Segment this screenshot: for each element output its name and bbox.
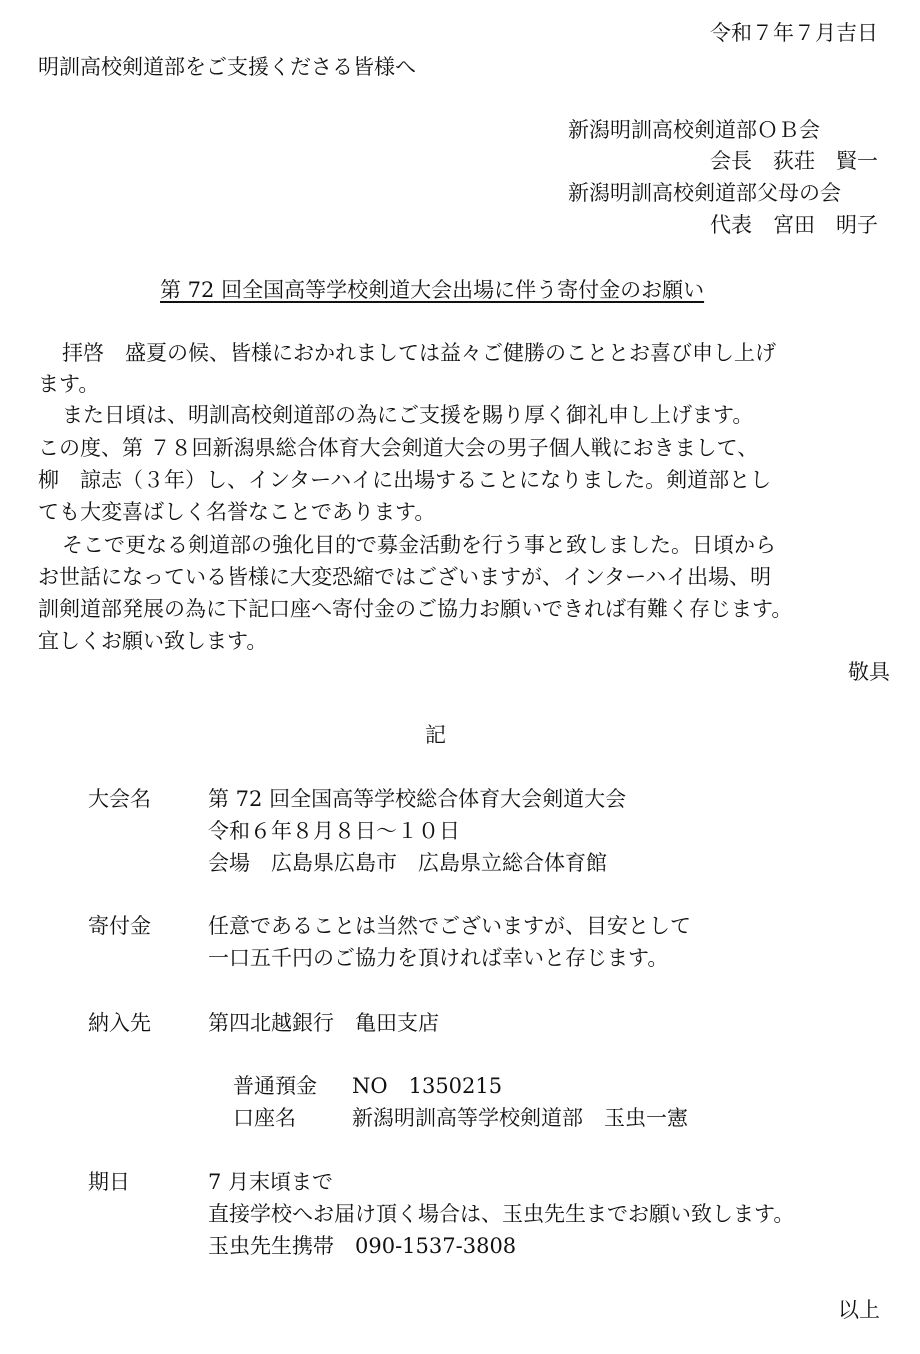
ki-heading: 記: [425, 723, 446, 747]
detail-line: 玉虫先生携帯 090-1537-3808: [208, 1234, 517, 1258]
body-line: また日頃は、明訓高校剣道部の為にご支援を賜り厚く御礼申し上げます。: [62, 403, 754, 427]
account-type: 普通預金: [233, 1074, 317, 1098]
detail-line: 第 72 回全国高等学校総合体育大会剣道大会: [208, 787, 627, 811]
detail-line: 令和６年８月８日～１０日: [208, 819, 460, 843]
body-line: 拝啓 盛夏の候、皆様におかれましては益々ご健勝のこととお喜び申し上げ: [62, 341, 776, 365]
detail-line: 直接学校へお届け頂く場合は、玉虫先生までお願い致します。: [208, 1202, 795, 1226]
date: 令和７年７月吉日: [710, 21, 878, 45]
closing: 敬具: [848, 660, 890, 684]
document-title: 第 72 回全国高等学校剣道大会出場に伴う寄付金のお願い: [160, 278, 705, 302]
detail-line: 7 月末頃まで: [208, 1170, 334, 1194]
detail-line: 会場 広島県広島市 広島県立総合体育館: [208, 851, 607, 875]
sender-ob-association: 新潟明訓高校剣道部ＯＢ会: [568, 118, 820, 142]
sender-parents-association: 新潟明訓高校剣道部父母の会: [568, 181, 841, 205]
detail-label: 寄付金: [88, 914, 151, 938]
recipient: 明訓高校剣道部をご支援くださる皆様へ: [38, 55, 416, 79]
detail-label: 大会名: [88, 787, 151, 811]
account-name: 新潟明訓高等学校剣道部 玉虫一憲: [352, 1106, 688, 1130]
end-mark: 以上: [838, 1298, 880, 1322]
account-name-label: 口座名: [233, 1106, 296, 1130]
detail-line: 任意であることは当然でございますが、目安として: [208, 914, 691, 938]
detail-label: 期日: [88, 1170, 130, 1194]
body-line: この度、第 ７８回新潟県総合体育大会剣道大会の男子個人戦におきまして、: [38, 436, 759, 460]
body-line: お世話になっている皆様に大変恐縮ではございますが、インターハイ出場、明: [38, 565, 772, 589]
body-line: 訓剣道部発展の為に下記口座へ寄付金のご協力お願いできれば有難く存じます。: [38, 597, 793, 621]
body-line: 宜しくお願い致します。: [38, 629, 268, 653]
sender-ob-president: 会長 荻荘 賢一: [710, 149, 878, 173]
body-line: そこで更なる剣道部の強化目的で募金活動を行う事と致しました。日頃から: [62, 533, 776, 557]
body-line: 柳 諒志（３年）し、インターハイに出場することになりました。剣道部とし: [38, 468, 772, 492]
sender-parents-representative: 代表 宮田 明子: [710, 213, 878, 237]
body-line: ます。: [38, 372, 100, 396]
detail-line: 一口五千円のご協力を頂ければ幸いと存じます。: [208, 946, 669, 970]
detail-label: 納入先: [88, 1011, 151, 1035]
account-number: NO 1350215: [352, 1074, 503, 1098]
bank-name: 第四北越銀行 亀田支店: [208, 1011, 439, 1035]
body-line: ても大変喜ばしく名誉なことであります。: [38, 500, 436, 524]
